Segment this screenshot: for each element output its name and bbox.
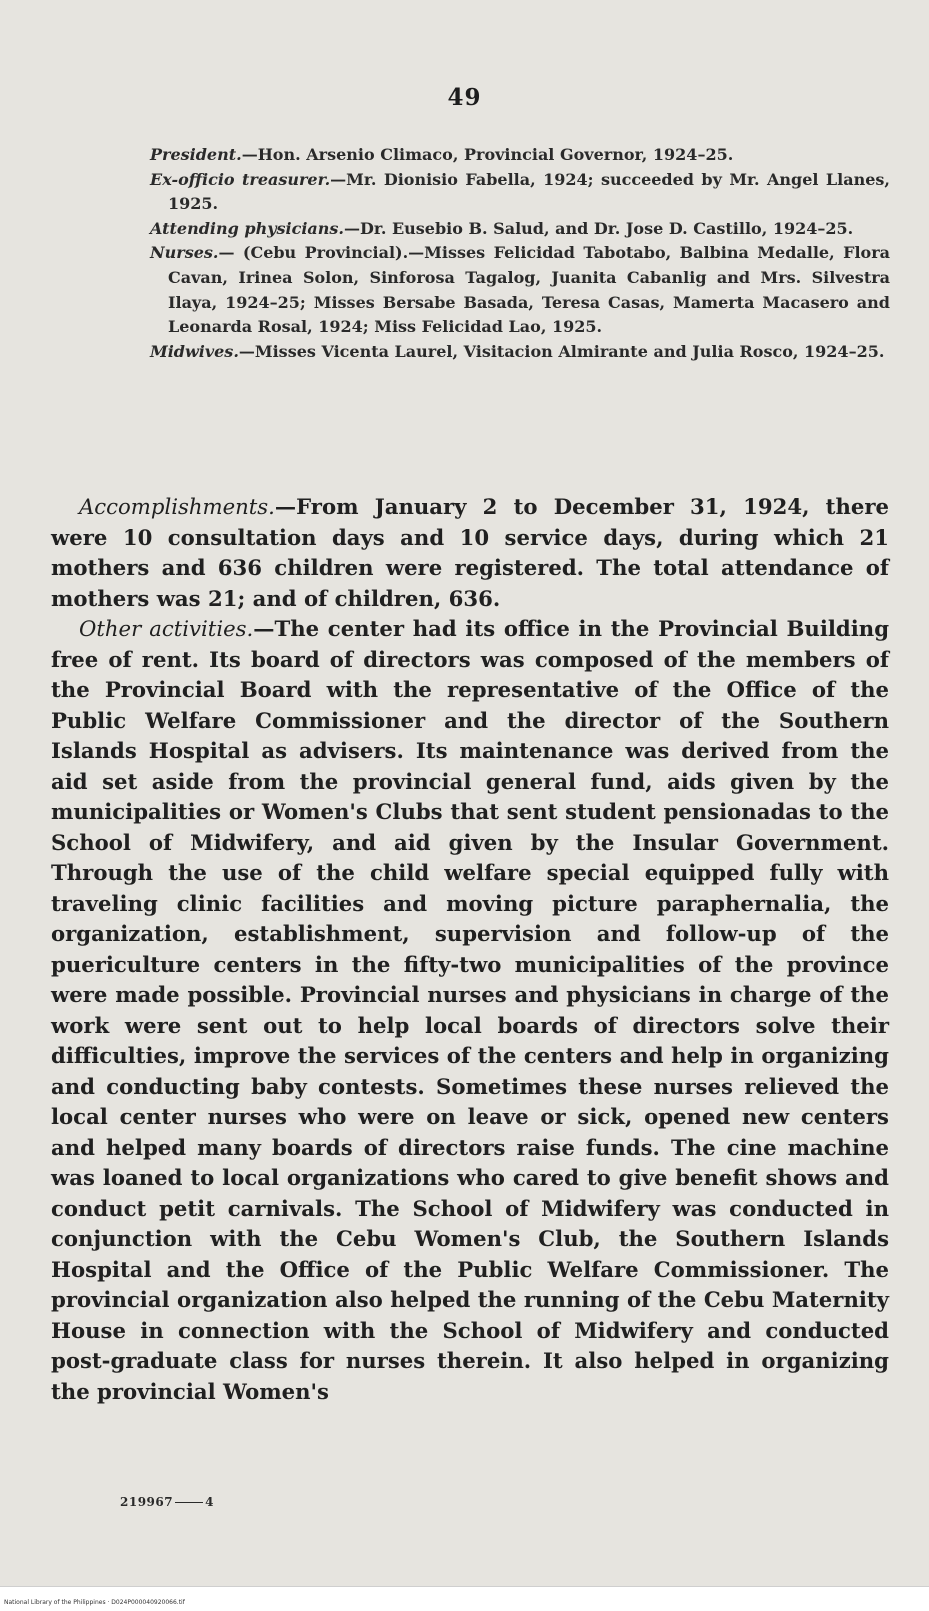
officers-list — [150, 143, 890, 364]
officer-entry — [150, 241, 890, 339]
officer-label: Ex-officio treasurer. — [150, 169, 331, 189]
officer-text: — (Cebu Provincial).—Misses Felicidad Tabotabo, Balbina Medalle, Flora Cavan, Irinea Solon, Sinforosa Tagalog, Juanita Cabanlig and Mrs. Silvestra Ilaya, 1924–25; Misses Bersabe Basada, Teresa Casas, Mamerta Macasero and Leonarda Rosal, 1924; Miss Felicidad Lao, 1925. — [168, 243, 890, 337]
paragraph-label: Other activities. — [79, 616, 254, 641]
signature-code: 219967 — [120, 1495, 174, 1509]
officer-text: —Dr. Eusebio B. Salud, and Dr. Jose D. Castillo, 1924–25. — [343, 218, 854, 238]
page-number: 49 — [447, 84, 482, 111]
archive-label: National Library of the Philippines · D024P000040920066.tif — [4, 1599, 185, 1606]
officer-label: Midwives. — [150, 341, 239, 361]
officer-entry — [150, 143, 890, 168]
officer-text: —Mr. Dionisio Fabella, 1924; succeeded by Mr. Angel Llanes, 1925. — [168, 169, 890, 214]
officer-entry — [150, 217, 890, 242]
officer-entry — [150, 168, 890, 217]
officer-label: President. — [150, 145, 242, 164]
body-text — [51, 492, 889, 1407]
paragraph-accomplishments — [51, 492, 889, 614]
signature-number: 4 — [205, 1495, 214, 1509]
paragraph-text: —From January 2 to December 31, 1924, there were 10 consultation days and 10 service days, during which 21 mothers and 636 children were registered. The total attendance of mothers was 21; and of children, 636. — [51, 494, 889, 611]
paragraph-text: —The center had its office in the Provincial Building free of rent. Its board of directors was composed of the members of the Provincial Board with the representative of the Office of the Public Welfare Commissioner and the director of the Southern Islands Hospital as advisers. Its maintenance was derived from the aid set aside from the provincial general fund, aids given by the municipalities or Women's Clubs that sent student pensionadas to the School of Midwifery, and aid given by the Insular Government. Through the use of the child welfare special equipped fully with traveling clinic facilities and moving picture paraphernalia, the organization, establishment, supervision and follow-up of the puericulture centers in the fifty-two municipalities of the province were made possible. Provincial nurses and physicians in charge of the work were sent out to help local boards of directors solve their difficulties, improve the services of the centers and help in organizing and conducting baby contests. Sometimes these nurses relieved the local center nurses who were on leave or sick, opened new centers and helped many boards of directors raise funds. The cine machine was loaned to local organizations who cared to give benefit shows and conduct petit carnivals. The School of Midwifery was conducted in conjunction with the Cebu Women's Club, the Southern Islands Hospital and the Office of the Public Welfare Commissioner. The provincial organization also helped the running of the Cebu Maternity House in connection with the School of Midwifery and conducted post-graduate class for nurses therein. It also helped in organizing the provincial Women's — [51, 616, 890, 1404]
officer-text: —Hon. Arsenio Climaco, Provincial Governor, 1924–25. — [241, 145, 734, 164]
paragraph-label: Accomplishments. — [79, 494, 275, 519]
officer-label: Attending physicians. — [150, 218, 344, 238]
officer-text: —Misses Vicenta Laurel, Visitacion Almirante and Julia Rosco, 1924–25. — [238, 341, 885, 361]
archive-strip — [0, 1586, 929, 1611]
officer-label: Nurses. — [150, 243, 219, 263]
officer-entry — [150, 340, 890, 365]
paragraph-other-activities — [51, 614, 889, 1407]
signature-mark — [120, 1495, 214, 1509]
signature-dash — [175, 1502, 203, 1503]
